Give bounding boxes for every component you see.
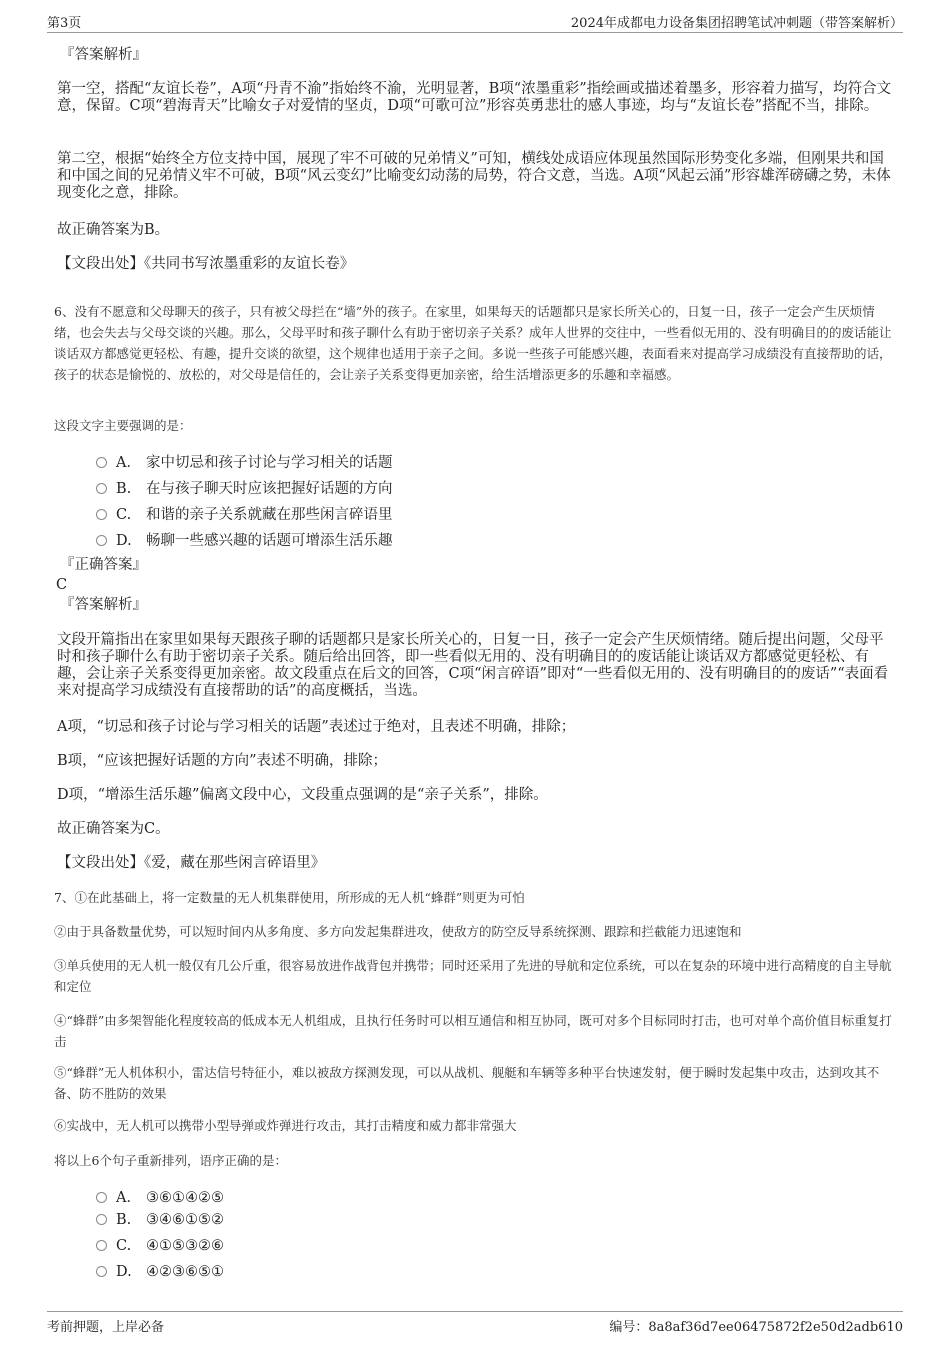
radio-icon[interactable] xyxy=(96,1240,107,1251)
radio-icon[interactable] xyxy=(96,509,107,520)
document-code: 编号：8a8af36d7ee06475872f2e50d2adb610 xyxy=(609,1320,903,1335)
document-title: 2024年成都电力设备集团招聘笔试冲刺题（带答案解析） xyxy=(570,16,903,31)
analysis-paragraph: A项，“切忌和孩子讨论与学习相关的话题”表述过于绝对，且表述不明确，排除； xyxy=(57,719,576,735)
sentence: ②由于具备数量优势，可以短时间内从多角度、多方向发起集群进攻，使敌方的防空反导系统探测、跟踪和拦截能力迅速饱和 xyxy=(54,924,742,939)
sentence: ⑥实战中，无人机可以携带小型导弹或炸弹进行攻击，其打击精度和威力都非常强大 xyxy=(54,1118,517,1133)
page-number: 第3页 xyxy=(47,16,82,31)
conclusion: 故正确答案为B。 xyxy=(57,222,170,238)
page-footer xyxy=(47,1311,903,1336)
analysis-label: 『答案解析』 xyxy=(60,597,147,613)
conclusion: 故正确答案为C。 xyxy=(57,821,170,837)
radio-icon[interactable] xyxy=(96,1192,107,1203)
question-prompt: 将以上6个句子重新排列，语序正确的是： xyxy=(54,1153,287,1168)
option-b[interactable]: B. ③④⑥①⑤② xyxy=(96,1212,224,1228)
source: 【文段出处】《爱，藏在那些闲言碎语里》 xyxy=(57,855,326,871)
option-c[interactable]: C. ④①⑤③②⑥ xyxy=(96,1238,224,1254)
radio-icon[interactable] xyxy=(96,535,107,546)
option-c[interactable]: C. 和谐的亲子关系就藏在那些闲言碎语里 xyxy=(96,503,393,524)
sentence: ⑤“蜂群”无人机体积小，雷达信号特征小，难以被敌方探测发现，可以从战机、舰艇和车辆等多种平台快速发射，便于瞬时发起集中攻击，达到攻其不备、防不胜防的效果 xyxy=(54,1065,880,1101)
option-a[interactable]: A． 家中切忌和孩子讨论与学习相关的话题 xyxy=(96,451,393,472)
analysis-paragraph: D项，“增添生活乐趣”偏离文段中心，文段重点强调的是“亲子关系”，排除。 xyxy=(57,787,548,803)
option-a[interactable]: A． ③⑥①④②⑤ xyxy=(96,1186,224,1207)
sentence: 7、①在此基础上，将一定数量的无人机集群使用，所形成的无人机“蜂群”则更为可怕 xyxy=(54,890,525,905)
question-passage: 6、没有不愿意和父母聊天的孩子，只有被父母拦在“墙”外的孩子。在家里，如果每天的话题都只是家长所关心的，日复一日，孩子一定会产生厌烦情绪，也会失去与父母交谈的兴趣。那么，父母平时和孩子聊什么有助于密切亲子关系？成年人世界的交往中，一些看似无用的、没有明确目的的废话能让谈话双方都感觉更轻松、有趣，提升交谈的欲望，这个规律也适用于亲子之间。多说一些孩子可能感兴趣，表面看来对提高学习成绩没有直接帮助的话，孩子的状态是愉悦的、放松的，对父母是信任的，会让亲子关系变得更加亲密，给生活增添更多的乐趣和幸福感。 xyxy=(54,304,892,382)
option-d[interactable]: D. 畅聊一些感兴趣的话题可增添生活乐趣 xyxy=(96,529,393,550)
question-prompt: 这段文字主要强调的是： xyxy=(54,418,192,433)
radio-icon[interactable] xyxy=(96,1214,107,1225)
radio-icon[interactable] xyxy=(96,457,107,468)
analysis-paragraph: B项，“应该把握好话题的方向”表述不明确，排除； xyxy=(57,753,387,769)
correct-answer: C xyxy=(56,577,68,593)
analysis-paragraph: 第一空，搭配“友谊长卷”，A项“丹青不渝”指始终不渝，光明显著，B项“浓墨重彩”指绘画或描述着墨多，形容着力描写，均符合文意，保留。C项“碧海青天”比喻女子对爱情的坚贞，D项“可歌可泣”形容英勇悲壮的感人事迹，均与“友谊长卷”搭配不当，排除。 xyxy=(57,81,892,114)
radio-icon[interactable] xyxy=(96,1266,107,1277)
analysis-label: 『答案解析』 xyxy=(60,47,147,63)
analysis-paragraph: 第二空，根据“始终全方位支持中国，展现了牢不可破的兄弟情义”可知，横线处成语应体现虽然国际形势变化多端，但刚果共和国和中国之间的兄弟情义牢不可破，B项“风云变幻”比喻变幻动荡的局势，符合文意，当选。A项“风起云涌”形容雄浑磅礴之势，未体现变化之意，排除。 xyxy=(57,151,891,201)
option-d[interactable]: D. ④②③⑥⑤① xyxy=(96,1264,224,1280)
radio-icon[interactable] xyxy=(96,483,107,494)
source: 【文段出处】《共同书写浓墨重彩的友谊长卷》 xyxy=(57,256,355,272)
footer-slogan: 考前押题，上岸必备 xyxy=(47,1320,165,1335)
option-b[interactable]: B. 在与孩子聊天时应该把握好话题的方向 xyxy=(96,477,393,498)
answer-label: 『正确答案』 xyxy=(60,557,147,573)
page-header xyxy=(47,10,903,33)
sentence: ④“蜂群”由多架智能化程度较高的低成本无人机组成，且执行任务时可以相互通信和相互协同，既可对多个目标同时打击，也可对单个高价值目标重复打击 xyxy=(54,1013,892,1049)
sentence: ③单兵使用的无人机一般仅有几公斤重，很容易放进作战背包并携带；同时还采用了先进的导航和定位系统，可以在复杂的环境中进行高精度的自主导航和定位 xyxy=(54,958,892,994)
analysis-paragraph: 文段开篇指出在家里如果每天跟孩子聊的话题都只是家长所关心的，日复一日，孩子一定会产生厌烦情绪。随后提出问题，父母平时和孩子聊什么有助于密切亲子关系。随后给出回答，即一些看似无用的、没有明确目的的废话能让谈话双方都感觉更轻松、有趣，会让亲子关系变得更加亲密。故文段重点在后文的回答，C项“闲言碎语”即对“一些看似无用的、没有明确目的的废话”“表面看来对提高学习成绩没有直接帮助的话”的高度概括，当选。 xyxy=(57,632,889,699)
